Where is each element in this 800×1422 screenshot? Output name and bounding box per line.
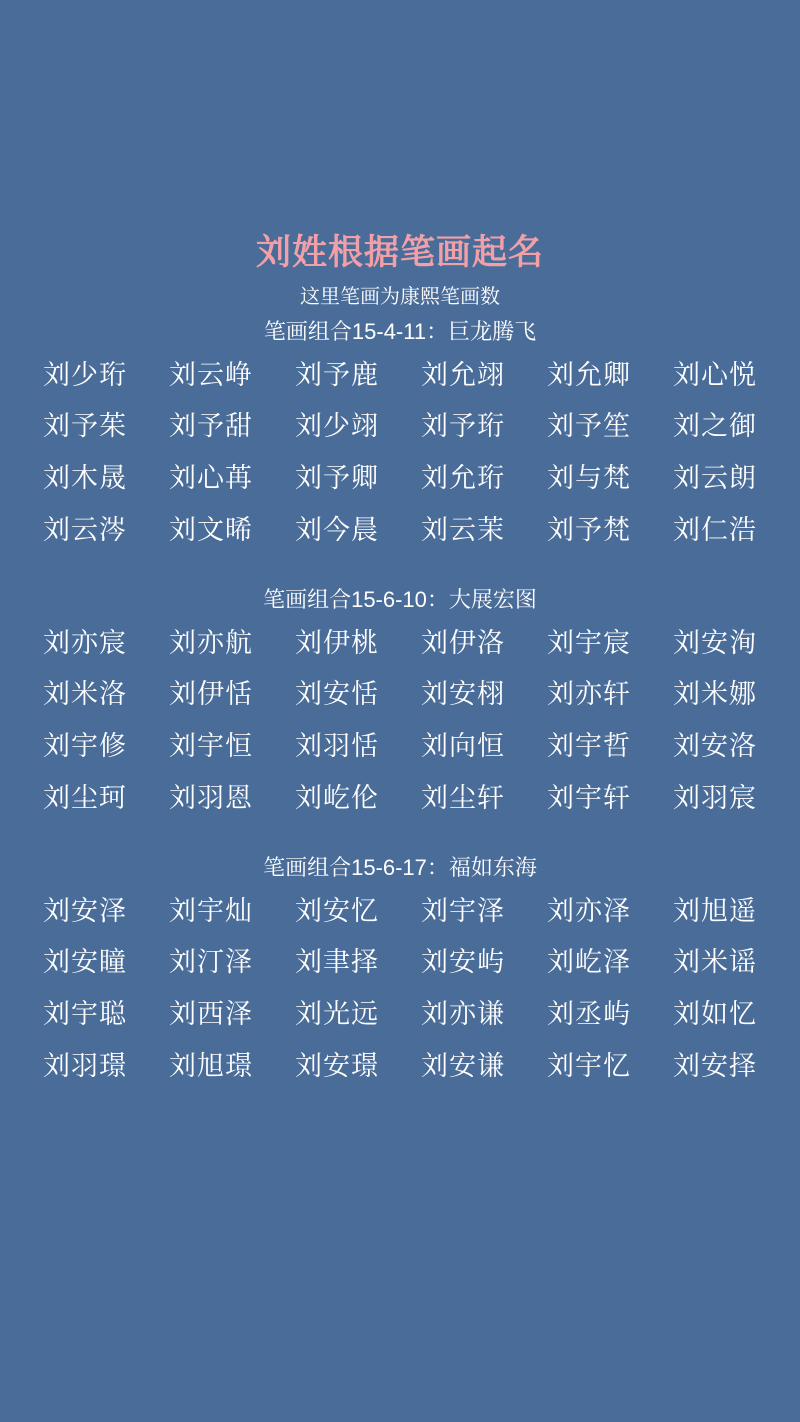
name-item: 刘宇聪	[43, 999, 127, 1030]
page-subtitle: 这里笔画为康熙笔画数	[300, 286, 500, 308]
name-item: 刘安谦	[421, 1051, 505, 1082]
name-item: 刘云涔	[43, 515, 127, 546]
name-item: 刘宇宸	[547, 627, 631, 658]
name-item: 刘安洵	[673, 627, 757, 658]
name-item: 刘伊洛	[421, 627, 505, 658]
name-item: 刘予茱	[43, 411, 127, 442]
name-item: 刘亦泽	[547, 895, 631, 926]
name-item: 刘羽恬	[295, 731, 379, 762]
name-item: 刘宇哲	[547, 731, 631, 762]
name-item: 刘安泽	[43, 895, 127, 926]
name-item: 刘如忆	[673, 999, 757, 1030]
name-item: 刘安恬	[295, 679, 379, 710]
name-item: 刘丞屿	[547, 999, 631, 1030]
name-item: 刘屹伦	[295, 783, 379, 814]
poster-content	[0, 232, 800, 1094]
name-item: 刘云茉	[421, 515, 505, 546]
name-item: 刘允卿	[547, 359, 631, 390]
name-item: 刘亦谦	[421, 999, 505, 1030]
name-item: 刘木晟	[43, 463, 127, 494]
name-item: 刘亦航	[169, 627, 253, 658]
group-heading-1: 笔画组合15-4-11：巨龙腾飞	[263, 319, 537, 344]
name-item: 刘亦宸	[43, 627, 127, 658]
name-item: 刘屹泽	[547, 947, 631, 978]
name-item: 刘安栩	[421, 679, 505, 710]
name-item: 刘予甜	[169, 411, 253, 442]
page-title: 刘姓根据笔画起名	[255, 233, 544, 272]
name-item: 刘安瞳	[43, 947, 127, 978]
name-item: 刘亦轩	[547, 679, 631, 710]
name-item: 刘伊恬	[169, 679, 253, 710]
name-item: 刘米谣	[673, 947, 757, 978]
name-item: 刘羽璟	[43, 1051, 127, 1082]
name-item: 刘予卿	[295, 463, 379, 494]
name-item: 刘汀泽	[169, 947, 253, 978]
name-group-1	[0, 318, 800, 552]
name-item: 刘旭遥	[673, 895, 757, 926]
name-item: 刘宇灿	[169, 895, 253, 926]
name-grid-3	[0, 891, 800, 1088]
name-item: 刘允翊	[421, 359, 505, 390]
name-item: 刘光远	[295, 999, 379, 1030]
name-item: 刘与梵	[547, 463, 631, 494]
name-item: 刘允珩	[421, 463, 505, 494]
name-item: 刘宇轩	[547, 783, 631, 814]
name-item: 刘仁浩	[673, 515, 757, 546]
name-item: 刘今晨	[295, 515, 379, 546]
name-item: 刘予鹿	[295, 359, 379, 390]
name-item: 刘宇泽	[421, 895, 505, 926]
name-item: 刘安忆	[295, 895, 379, 926]
name-item: 刘安洛	[673, 731, 757, 762]
name-item: 刘宇忆	[547, 1051, 631, 1082]
group-heading-3: 笔画组合15-6-17：福如东海	[263, 854, 537, 880]
name-item: 刘予珩	[421, 411, 505, 442]
name-item: 刘少珩	[43, 359, 127, 390]
name-item: 刘羽恩	[169, 783, 253, 814]
name-item: 刘聿择	[295, 947, 379, 978]
name-item: 刘安屿	[421, 947, 505, 978]
name-item: 刘宇恒	[169, 731, 253, 762]
name-item: 刘云朗	[673, 463, 757, 494]
name-item: 刘予梵	[547, 515, 631, 546]
name-item: 刘西泽	[169, 999, 253, 1030]
name-item: 刘予笙	[547, 411, 631, 442]
name-item: 刘尘珂	[43, 783, 127, 814]
name-item: 刘心苒	[169, 463, 253, 494]
name-item: 刘伊桃	[295, 627, 379, 658]
name-item: 刘心悦	[673, 359, 757, 390]
name-item: 刘之御	[673, 411, 757, 442]
name-item: 刘米洛	[43, 679, 127, 710]
name-item: 刘向恒	[421, 731, 505, 762]
group-heading-2: 笔画组合15-6-10：大展宏图	[263, 586, 537, 612]
name-grid-1	[0, 355, 800, 552]
name-item: 刘米娜	[673, 679, 757, 710]
name-group-3	[0, 854, 800, 1088]
name-grid-2	[0, 623, 800, 820]
name-item: 刘尘轩	[421, 783, 505, 814]
name-group-2	[0, 586, 800, 820]
name-item: 刘文晞	[169, 515, 253, 546]
name-item: 刘羽宸	[673, 783, 757, 814]
name-item: 刘少翊	[295, 411, 379, 442]
name-item: 刘旭璟	[169, 1051, 253, 1082]
name-item: 刘安择	[673, 1051, 757, 1082]
name-item: 刘云峥	[169, 359, 253, 390]
name-item: 刘宇修	[43, 731, 127, 762]
name-item: 刘安璟	[295, 1051, 379, 1082]
